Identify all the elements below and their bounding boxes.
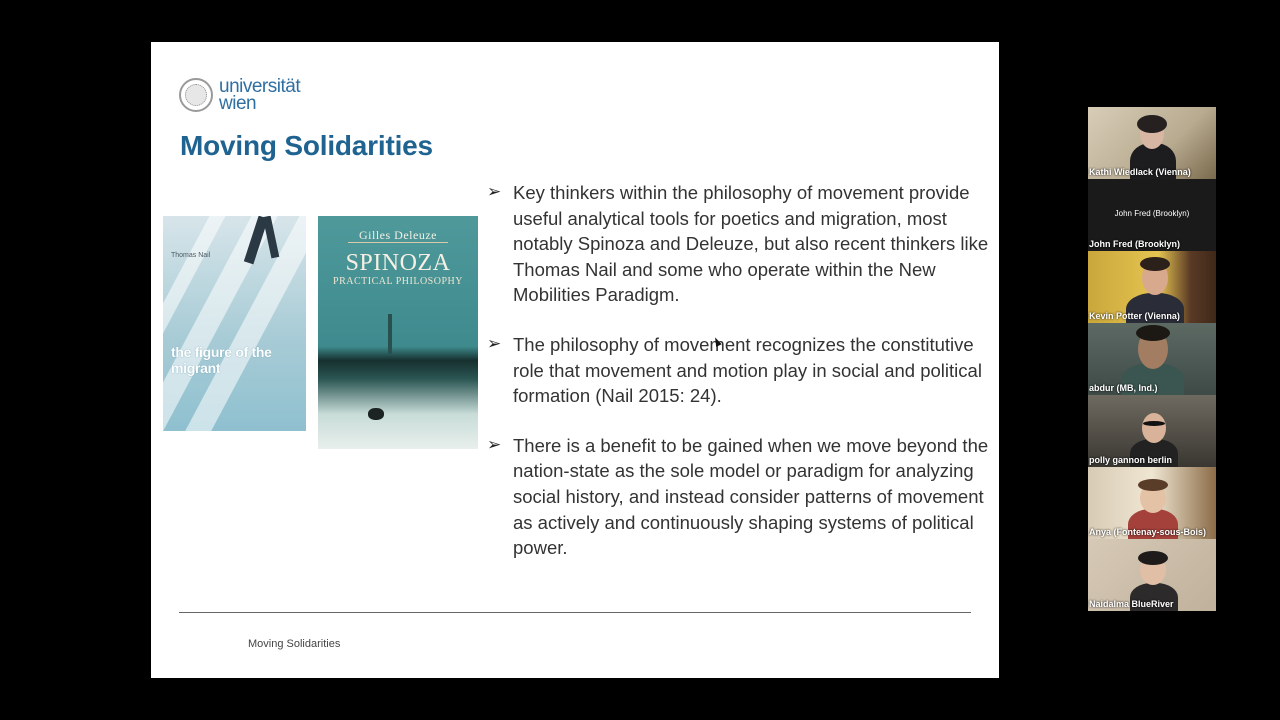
book-cover-figure-of-the-migrant [163, 216, 306, 431]
bullet-list [487, 180, 999, 585]
book2-title: SPINOZA [345, 250, 451, 276]
book2-subtitle: PRACTICAL PHILOSOPHY [333, 276, 463, 287]
book2-author: Gilles Deleuze [359, 228, 437, 242]
participant-tile[interactable] [1088, 323, 1216, 395]
participant-name: Kathi Wiedlack (Vienna) [1089, 167, 1191, 177]
bullet-item: ➢ Key thinkers within the philosophy of movement provide useful analytical tools for poetics and migration, most notably Spinoza and Deleuze, but also recent thinkers like Thomas Nail and some who operate within the New Mobilities Paradigm. [487, 180, 999, 308]
participant-name: polly gannon berlin [1089, 455, 1172, 465]
participant-name: Naidalma BlueRiver [1089, 599, 1174, 609]
university-logo [179, 78, 300, 112]
book1-author: Thomas Nail [171, 252, 211, 259]
bullet-item: ➢ The philosophy of movement recognizes the constitutive role that movement and motion play in social and political formation (Nail 2015: 24). [487, 332, 999, 409]
bullet-item: ➢ There is a benefit to be gained when we move beyond the nation-state as the sole model or paradigm for analyzing social history, and instead consider patterns of movement as actively and continuously shaping systems of political power. [487, 433, 999, 561]
participant-placeholder-name: John Fred (Brooklyn) [1114, 209, 1190, 218]
participant-tile[interactable] [1088, 251, 1216, 323]
participant-name: abdur (MB, Ind.) [1089, 383, 1158, 393]
participant-name: Anya (Fontenay-sous-Bois) [1089, 527, 1207, 537]
participant-gallery [1088, 107, 1216, 611]
slide-footer: Moving Solidarities [248, 638, 341, 650]
participant-tile[interactable] [1088, 179, 1216, 251]
book-cover-spinoza [318, 216, 478, 449]
book1-title: the figure of the migrant [171, 344, 272, 376]
logo-line-2: wien [219, 93, 257, 114]
participant-name: Kevin Potter (Vienna) [1089, 311, 1180, 321]
participant-tile[interactable] [1088, 539, 1216, 611]
participant-tile[interactable] [1088, 395, 1216, 467]
slide-title: Moving Solidarities [180, 130, 433, 161]
participant-tile[interactable] [1088, 107, 1216, 179]
logo-line-1: universität [219, 76, 301, 97]
participant-tile[interactable] [1088, 467, 1216, 539]
shared-slide [151, 42, 999, 678]
university-seal-icon [179, 78, 213, 112]
footer-divider [179, 612, 971, 613]
participant-name: John Fred (Brooklyn) [1089, 239, 1181, 249]
